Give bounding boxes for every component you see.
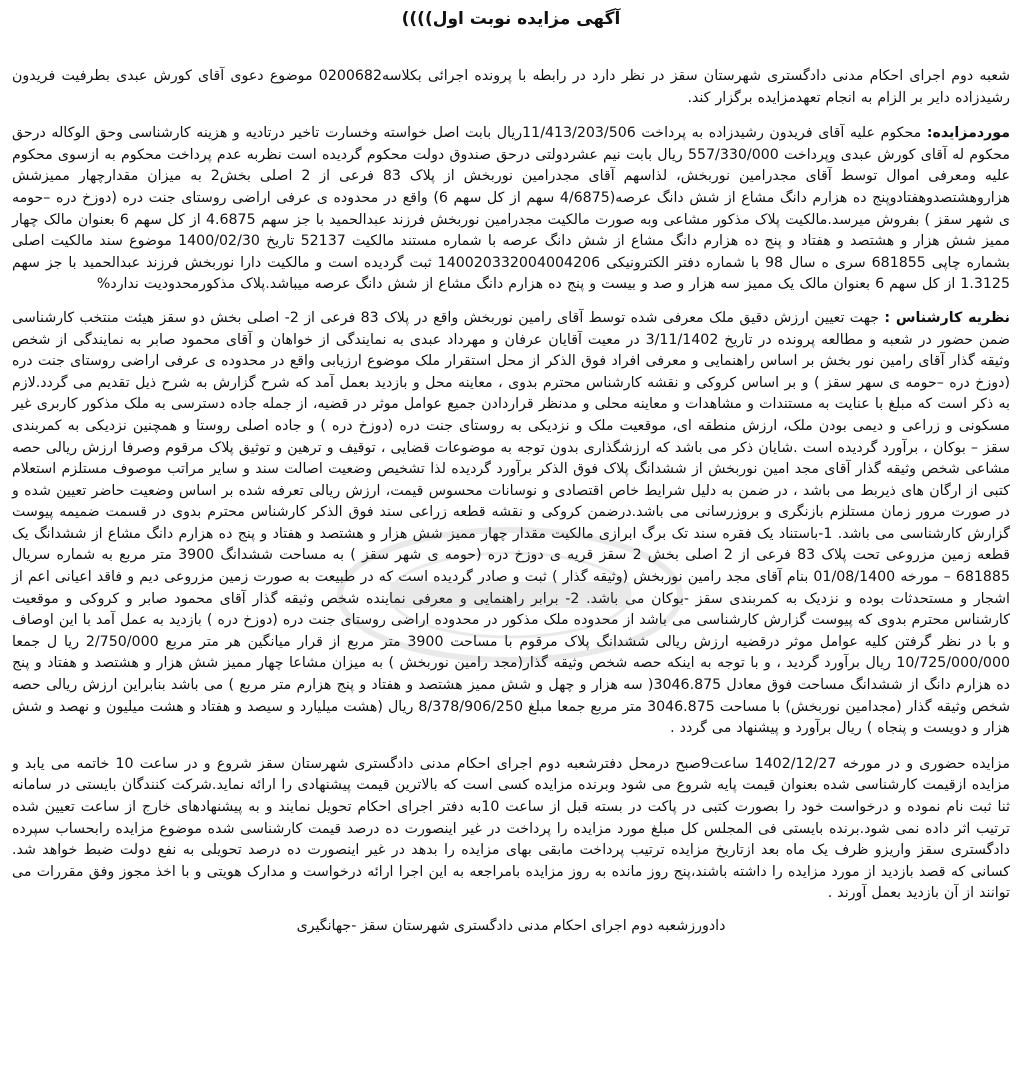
intro-paragraph: شعبه دوم اجرای احکام مدنی دادگستری شهرستان سقز در نظر دارد در رابطه با پرونده اجرائی بکلاسه0200682 موضوع دعوی آقای کورش عبدی بطرفیت فریدون رشیدزاده دایر بر الزام به انجام تعهدمزایده برگزار کند. xyxy=(12,68,1010,106)
auction-subject-paragraph xyxy=(12,123,1010,296)
auction-subject-text: محکوم علیه آقای فریدون رشیدزاده به پرداخت 11/413/203/506ریال بابت اصل خواسته وخسارت تاخیر درتادیه و هزینه کارشناسی وحق الوکاله درحق محکوم له آقای کورش عبدی وپرداخت 557/330/000 ریال بابت نیم عشردولتی درحق صندوق دولت محکوم گردیده است نظربه عدم پرداخت محکوم به ازسوی محکوم علیه ومعرفی اموال توسط آقای مجدرامین نوربخش، لذاسهم آقای مجدرامین نوربخش از پلاک 83 فرعی از 2 اصلی بخش2 به میزان مقدارچهار ممیزشش هزاروهشتصدوهفتادوپنج ده هزارم دانگ مشاع از شش دانگ عرصه(4/6875 سهم از کل سهم 6) واقع در محدوده ی عرفی اراضی روستای جنت دره (دوزخ دره –حومه ی شهر سقز ) بفروش میرسد.مالکیت پلاک مذکور مشاعی وبه صورت مالکیت مجدرامین نوربخش فرزند عبدالحمید با جز سهم 4.6875 از کل سهم 6 بعنوان مالک چهار ممیز شش هزار و هشتصد و هفتاد و پنج ده هزارم دانگ مشاع از شش دانگ عرصه با شماره مستند مالکیت 52137 تاریخ 1400/02/30 موضوع سند مالکیت اصلی بشماره چاپی 681855 سری ه سال 98 با شماره دفتر الکترونیکی 140020332004004206 ثبت گردیده است و مالکیت دارا نوربخش فرزند عبدالحمید با جز سهم 1.3125 از کل سهم 6 بعنوان مالک یک ممیز سه هزار و صد و بیست و پنج ده هزارم دانگ مشاع از شش دانگ عرصه میباشد.پلاک مذکورمحدودیت ندارد% xyxy=(12,125,1011,293)
expert-opinion-text: جهت تعیین ارزش دقیق ملک معرفی شده توسط آقای رامین نوربخش واقع در پلاک 83 فرعی از 2- اصلی بخش دو سقز هیئت منتخب کارشناسی ضمن حضور در شعبه و مطالعه پرونده در تاریخ 3/11/1402 در معیت آقایان عرفان و مهرداد عبدی به نمایندگی از خواهان و آقای محمود صابر به نمایندگی از شخص وثیقه گذار آقای رامین نور بخش بر اساس راهنمایی و معرفی افراد فوق الذکر از محل استقرار ملک موضوع ارزیابی واقع در محدوده ی عرفی اراضی روستای جنت دره (دوزخ دره –حومه ی سهر سقز ) و بر اساس کروکی و نقشه کارشناس محترم بدوی ، معاینه محل و بازدید بعمل آمد که شرح گزارش به شرح ذیل تقدیم می گردد.لازم به ذکر است که مبلغ با عنایت به مستندات و مشاهدات و معاینه محلی و مدنظر قراردادن جمیع عوامل موثر در قضیه، از جمله جاده دسترسی به ملک مذکور کاربری غیر مسکونی و زراعی و دیمی بودن ملک، ارزش منطقه ای، موقعیت ملک و نزدیکی به روستای جنت دره (دوزخ دره ) و جاده اصلی روستا و همچنین نزدیکی به کمربندی سقز – بوکان ، برآورد گردیده است .شایان ذکر می باشد که ارزشگذاری بدون توجه به موضوعات قضایی ، توقیف و ترهین و توثیق پلاک مرقوم وصرفا ارزش ریالی حصه مشاعی شخص وثیقه گذار آقای مجد امین نوربخش از ششدانگ پلاک فوق الذکر برآورد گردیده لذا تشخیص وضعیت اصالت سند و سایر مراتب موصوف مستلزم استعلام کتبی از ارگان های ذیربط می باشد ، در ضمن به دلیل شرایط خاص اقتصادی و نوسانات محسوس قیمت، ارزش ریالی تعرفه شده بر اساس وضعیت حاضر تعیین شده و در صورت مرور زمان مستلزم بازنگری و بروزرسانی می باشد.درضمن کروکی و نقشه قطعه زراعی سند فوق الذکر کارشناس محترم بدوی در قسمت ضمیمه پیوست گزارش کارشناسی می باشد. 1-باستناد یک فقره سند تک برگ ابرازی مالکیت مقدار چهار ممیز شش هزار و هشتصد و هفتاد و پنج ده هزارم دانگ مشاع از ششدانگ یک قطعه زمین مزروعی تحت پلاک 83 فرعی از 2 اصلی بخش 2 سقز قریه ی دوزخ دره (حومه ی شهر سقز ) به مساحت ششدانگ 3900 متر مربع به شماره سریال 681885 – مورخه 01/08/1400 بنام آقای مجد رامین نوربخش (وثیقه گذار ) ثبت و صادر گردیده است که در طبیعت به صورت زمین مزروعی دیم و فاقد اعیانی اعم از اشجار و مستحدثات بوده و نزدیک به کمربندی سقز -بوکان می باشد. 2- برابر راهنمایی و معرفی نماینده شخص وثیقه گذار آقای محمود صابر و کروکی و موقعیت کارشناس محترم بدوی که پیوست گزارش کارشناسی می باشد از محدوده ملک مذکور در محدوده اراضی روستای جنت دره (دوزخ دره ) بازدید به عمل آمد با این اوصاف و با در نظر گرفتن کلیه عوامل موثر درقضیه ارزش ریالی ششدانگ پلاک مرقوم با مساحت 3900 متر مربع از قرار میانگین هر متر مربع 2/750/000 ریا ل جمعا 10/725/000/000 ریال برآورد گردید ، و با توجه به اینکه حصه شخص وثیقه گذار(مجد رامین نوربخش ) به میزان مشاعا چهار ممیز شش هزار و هشتصد و هفتاد و پنج ده هزارم دانگ از ششدانگ مساحت فوق معادل 3046.875( سه هزار و چهل و شش ممیز هشتصد و هفتاد و پنج هزارم متر مربع ) می باشد بنابراین ارزش ریالی حصه شخص وثیقه گذار (مجدامین نوربخش) با مساحت 3046.875 متر مربع جمعا مبلغ 8/378/906/250 ریال (هشت میلیارد و سیصد و هفتاد و هشت میلیون و نهصد و شش هزار و دویست و پنجاه ) ریال برآورد و پیشنهاد می گردد . xyxy=(12,309,1011,737)
auction-terms-paragraph: مزایده حضوری و در مورخه 1402/12/27 ساعت9صبح درمحل دفترشعبه دوم اجرای احکام مدنی دادگستری شهرستان سقز شروع و در ساعت 10 خاتمه می یابد و مزایده ازقیمت کارشناسی شده بعنوان قیمت پایه شروع می شود وبرنده مزایده کسی است که بالاترین قیمت پیشنهادی را ارائه نماید.شرکت کنندگان بایستی در سامانه ثنا ثبت نام نموده و درخواست خود را بصورت کتبی در پاکت در بسته قبل از ساعت 10به دفتر اجرای احکام تحویل نمایند و به پیشنهادهای خارج از ساعت تعیین شده ترتیب اثر داده نمی شود.برنده بایستی فی المجلس کل مبلغ مورد مزایده را پرداخت در غیر اینصورت ده درصد قیمت کارشناسی شده موضوع مزایده رابحساب سپرده دادگستری سقز واریزو ظرف یک ماه بعد ازتاریخ مزایده ترتیب پرداخت مابقی بهای مزایده را بدهد در غیر اینصورت ده درصد تحویلی به نفع دولت ضبط خواهد شد. کسانی که قصد بازدید از مورد مزایده را داشته باشند،پنج روز مانده به روز مزایده بامراجعه به این اجرا ارائه درخواست و مدارک هویتی و با اخذ مجوز وفق مقررات می توانند از آن بازدید بعمل آورند . xyxy=(12,755,1010,902)
expert-opinion-paragraph xyxy=(12,308,1010,740)
notice-title: آگهی مزایده نوبت اول)))) xyxy=(401,9,621,29)
signature-line: دادورزشعبه دوم اجرای احکام مدنی دادگستری شهرستان سقز -جهانگیری xyxy=(296,917,726,934)
auction-subject-label: موردمزایده: xyxy=(926,125,1010,142)
expert-opinion-label: نظریه کارشناس : xyxy=(884,309,1010,326)
